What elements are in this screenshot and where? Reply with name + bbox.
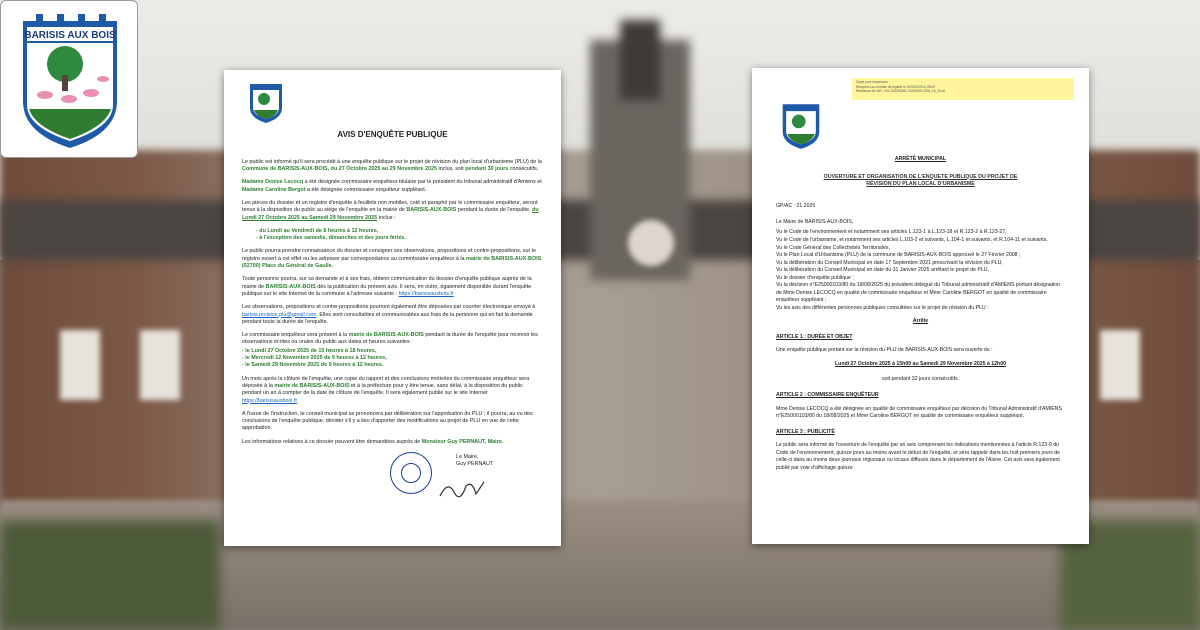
list-item: - le Lundi 27 Octobre 2025 de 15 heures à 18 heures, xyxy=(242,347,377,354)
paragraph: A l'issue de l'instruction, le conseil municipal se prononcera par délibération sur l'approbation du PLU ; il pourra, au vu des conclusions de l'enquête publique, décider s'il y a lieu d'apporter des modifications au projet de PLU en vue de cette approbation. xyxy=(242,410,533,432)
list-item: - le Mercredi 12 Novembre 2025 de 9 heures à 12 heures, xyxy=(242,355,387,362)
paragraph: Le public pourra prendre connaissance du dossier et consigner ses observations, propositions et contre-propositions, sur le registre ouvert à cet effet ou les adresser par correspondance au commissaire enquêteur à la mairie de BARISIS-AUX-BOIS (02700) Place du Général de Gaulle. xyxy=(242,248,542,270)
arrete-heading: Arrête xyxy=(912,318,929,325)
sign-title: Le Maire, xyxy=(456,454,479,460)
paragraph: Les pièces du dossier et un registre d'enquête à feuillets non mobiles, coté et paraphé par le commissaire enquêteur, seront tenus à la disposition du public au siège de l'enquête en la mairie de BARISIS-AUX-BOIS pendant la durée de l'enquête, du Lundi 27 Octobre 2025 au Samedi 29 Novembre 2025 inclus : xyxy=(242,199,539,221)
arrete-municipal-page xyxy=(752,68,1089,544)
list-item: - à l'exception des samedis, dimanches et des jours fériés. xyxy=(256,235,406,242)
article-heading: ARTICLE 3 : PUBLICITÉ xyxy=(776,428,835,435)
sign-name: Guy PERNAUT xyxy=(456,461,494,468)
signature-icon xyxy=(438,476,488,502)
list-item: Vu les avis des différentes personnes publiques consultées sur le projet de révision du PLU : xyxy=(776,304,989,311)
logo-text: BARISIS AUX BOIS xyxy=(24,30,116,41)
page-title: AVIS D'ENQUÊTE PUBLIQUE xyxy=(337,130,448,139)
avis-enquete-page xyxy=(224,70,561,546)
hours-list xyxy=(256,228,543,243)
website-link[interactable]: https://barisisauxbois.fr xyxy=(242,397,298,404)
list-item: Vu le Code de l'urbanisme, et notamment ses articles L.103-2 et suivants, L.104-1 et suivants, et R.104-11 et suivants, xyxy=(776,237,1048,243)
article-heading: ARTICLE 1 : DURÉE ET OBJET xyxy=(776,333,853,340)
paragraph: Toute personne pourra, sur sa demande et à ses frais, obtenir communication du dossier d'enquête publique auprès de la mairie de BARISIS-AUX-BOIS dès la publication du présent avis. Il sera, en outre, également disponible durant l'enquête publique sur le site Internet de la commune à l'adresse suivante : https://barisisauxbois.fr xyxy=(242,276,532,297)
reference: GP/AC : 21.2025 xyxy=(776,203,816,210)
duration-line: soit pendant 32 jours consécutifs. xyxy=(882,376,959,383)
list-item: Vu le Code de l'environnement et notamment ses articles L.123-1 à L.123-18 et R.123-2 à R.123-27, xyxy=(776,229,1007,236)
article-heading: ARTICLE 2 : COMMISSAIRE ENQUÊTEUR xyxy=(776,391,879,398)
paragraph: Le commissaire enquêteur sera présent à la mairie de BARISIS-AUX-BOIS pendant la durée de l'enquête pour recevoir les observations écrites ou orales du public aux dates et heures suivantes : xyxy=(242,332,538,346)
legality-stamp: Copie pour impression Réception au contrôle de légalité le 20/09/2025 à 19h19 Référence de l'AR : 002-210200481-20250919-2025_06_19-AI xyxy=(852,78,1074,100)
page-heading: ARRÊTÉ MUNICIPAL xyxy=(894,156,947,162)
paragraph: Madame Denise Lecocq a été désignée commissaire enquêteur titulaire par le président du tribunal administratif d'Amiens et Madame Caroline Bergot a été désignée commissaire enquêteur suppléant. xyxy=(242,179,542,193)
paragraph: Les observations, propositions et contre-propositions pourront également être déposées par courrier électronique envoyé à barisis.revision.plu@gmail.com. Elles sont consultables et communicables aux frais de la personne qui en fait la demande pendant toute la durée de l'enquête. xyxy=(242,304,536,325)
list-item: Vu la délibération du Conseil Municipal en date 17 Septembre 2021 prescrivant la révision du PLU, xyxy=(776,259,1003,266)
dates-line: Lundi 27 Octobre 2025 à 15h00 au Samedi 29 Novembre 2025 à 12h00 xyxy=(835,360,1006,367)
mini-logo-icon xyxy=(248,82,284,124)
list-item: - le Samedi 29 Novembre 2025 de 9 heures à 12 heures. xyxy=(242,362,384,369)
website-link[interactable]: https://barisisauxbois.fr xyxy=(398,290,454,297)
permanence-list xyxy=(242,348,543,370)
page-title: OUVERTURE ET ORGANISATION DE L'ENQUETE PUBLIQUE DU PROJET DE RÉVISION DU PLAN LOCAL D'URBANISME xyxy=(823,173,1018,188)
mairie-stamp-icon xyxy=(390,452,432,494)
list-item: Vu le Plan Local d'Urbanisme (PLU) de la commune de BARISIS-AUX-BOIS approuvé le 27 Février 2008 ; xyxy=(776,252,1021,259)
paragraph: Le public est informé qu'il sera procédé à une enquête publique sur le projet de révision du plan local d'urbanisme (PLU) de la Commune de BARISIS-AUX-BOIS, du 27 Octobre 2025 au 29 Novembre 2025 inclus, soit pendant 30 jours consécutifs. xyxy=(242,158,542,173)
paragraph: Une enquête publique portant sur la révision du PLU de BARISIS-AUX-BOIS sera ouverte du : xyxy=(776,347,993,354)
town-logo xyxy=(0,0,138,158)
vu-list xyxy=(776,229,1065,312)
mayor-line: Le Maire de BARISIS-AUX-BOIS, xyxy=(776,218,854,225)
paragraph: Un mois après la clôture de l'enquête, une copie du rapport et des conclusions motivées du commissaire enquêteur sera déposée à la mairie de BARISIS-AUX-BOIS et à la préfecture pour y être tenue, sans délai, à la disposition du public pendant un an à compter de la date de clôture de l'enquête. Il sera également publié sur le site Internet https://barisisauxbois.fr xyxy=(242,375,530,404)
list-item: Vu la délibération du Conseil Municipal en date du 31 Janvier 2025 arrêtant le projet de PLU, xyxy=(776,267,989,274)
list-item: Vu la décision n°E25000103/80 du 18/08/2025 du président délégué du Tribunal administratif d'AMIENS portant désignation de Mme Denise LECOCQ en qualité de commissaire enquêteur et Mme Caroline BERGOT en qualité de commissaire enquêteur suppléant ; xyxy=(776,282,1061,304)
mini-logo-icon xyxy=(780,102,822,150)
paragraph: Mme Denise LECOCQ a été désignée en qualité de commissaire enquêteur par décision du Tribunal Administratif d'AMIENS n°E25000103/80 du 18/08/2025 et Mme Caroline BERGOT en qualité de commissaire enquêteur suppléant. xyxy=(776,405,1062,420)
paragraph: Les informations relatives à ce dossier peuvent être demandées auprès de Monsieur Guy PERNAUT, Maire. xyxy=(242,438,504,445)
email-link[interactable]: barisis.revision.plu@gmail.com xyxy=(242,311,317,318)
paragraph: Le public sera informé de l'ouverture de l'enquête par un avis comprenant les indications mentionnées à l'article R.123-9 du Code de l'environnement, quinze jours au moins avant le début de l'enquête, et sera rappelé dans les huit premiers jours de celle-ci dans au moins deux journaux régionaux ou locaux diffusés dans le département de l'Aisne. Cet avis sera également publié par voie d'affichage quinze xyxy=(776,442,1061,471)
list-item: Vu le dossier d'enquête publique ; xyxy=(776,274,854,281)
list-item: Vu le Code Général des Collectivités Territoriales, xyxy=(776,244,890,251)
signature-block xyxy=(242,452,543,512)
list-item: - du Lundi au Vendredi de 8 heures à 12 heures, xyxy=(256,227,379,234)
